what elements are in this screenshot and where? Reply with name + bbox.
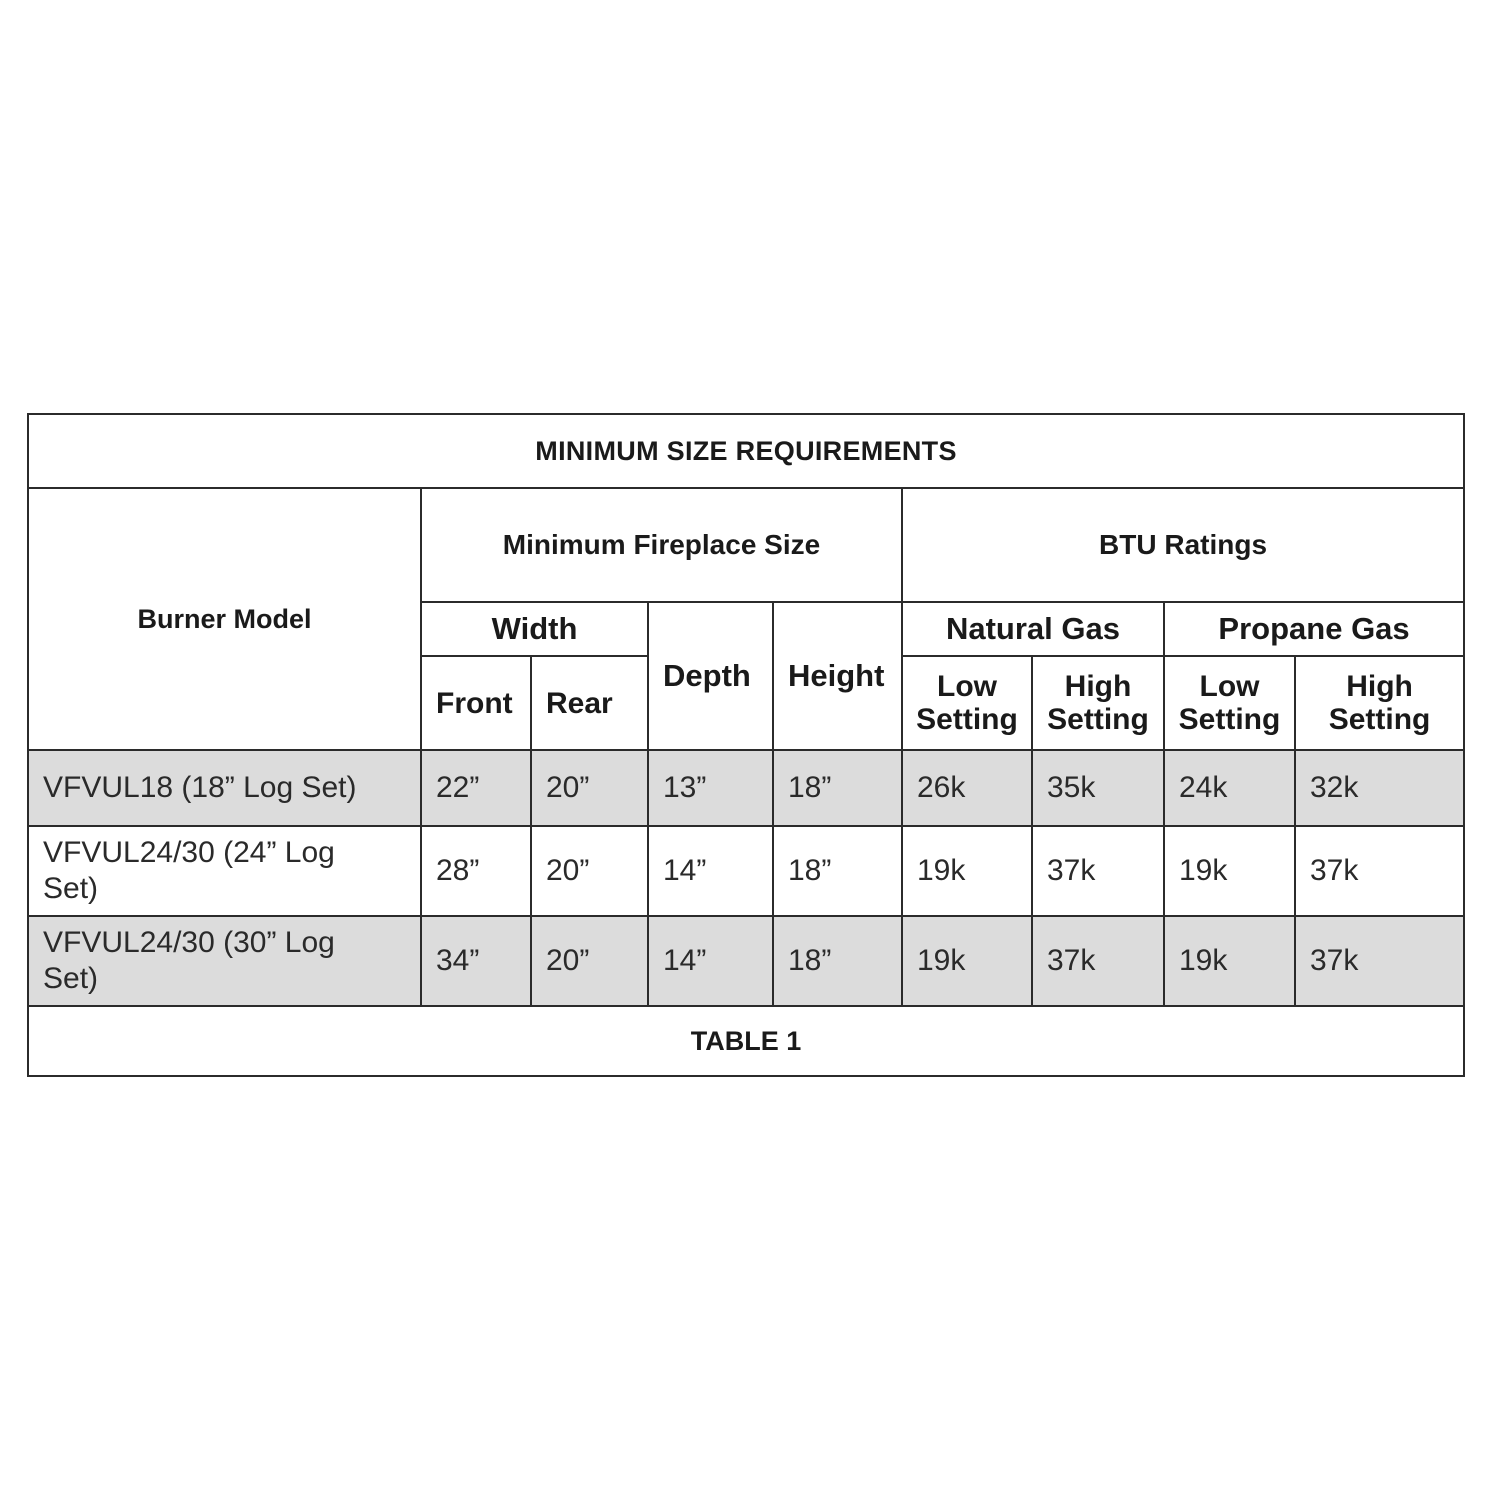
table-title: MINIMUM SIZE REQUIREMENTS [28, 414, 1464, 488]
propane-gas-high-cell: 37k [1295, 916, 1464, 1006]
btu-ratings-header: BTU Ratings [902, 488, 1464, 602]
natural-gas-low-cell: 19k [902, 826, 1032, 916]
burner-model-cell [28, 826, 421, 916]
propane-gas-low-cell: 19k [1164, 916, 1295, 1006]
setting-label: Setting [1328, 703, 1431, 736]
natural-gas-high-cell: 37k [1032, 826, 1164, 916]
depth-header: Depth [648, 602, 773, 750]
propane-gas-high-header [1295, 656, 1464, 750]
table-row [28, 826, 1464, 916]
low-label: Low [937, 670, 997, 703]
low-label: Low [1199, 670, 1260, 703]
high-label: High [1064, 670, 1132, 703]
rear-width-cell: 20” [531, 750, 648, 826]
height-cell: 18” [773, 750, 902, 826]
rear-width-cell: 20” [531, 916, 648, 1006]
propane-gas-low-cell: 19k [1164, 826, 1295, 916]
natural-gas-low-header [902, 656, 1032, 750]
propane-gas-low-cell: 24k [1164, 750, 1295, 826]
propane-gas-low-header [1164, 656, 1295, 750]
size-requirements-table [27, 413, 1465, 1077]
natural-gas-low-cell: 26k [902, 750, 1032, 826]
width-header: Width [421, 602, 648, 656]
min-fireplace-size-header: Minimum Fireplace Size [421, 488, 902, 602]
front-header: Front [421, 656, 531, 750]
front-width-cell: 22” [421, 750, 531, 826]
setting-label: Setting [916, 703, 1018, 736]
model-text: VFVUL18 (18” Log Set) [43, 771, 357, 804]
front-width-cell: 28” [421, 826, 531, 916]
propane-gas-high-cell: 32k [1295, 750, 1464, 826]
depth-cell: 13” [648, 750, 773, 826]
depth-cell: 14” [648, 916, 773, 1006]
depth-cell: 14” [648, 826, 773, 916]
propane-gas-header: Propane Gas [1164, 602, 1464, 656]
burner-model-cell [28, 916, 421, 1006]
burner-model-cell [28, 750, 421, 826]
setting-label: Setting [1047, 703, 1149, 736]
burner-model-header: Burner Model [28, 488, 421, 750]
natural-gas-low-cell: 19k [902, 916, 1032, 1006]
natural-gas-high-cell: 35k [1032, 750, 1164, 826]
height-cell: 18” [773, 916, 902, 1006]
front-width-cell: 34” [421, 916, 531, 1006]
natural-gas-header: Natural Gas [902, 602, 1164, 656]
model-text: VFVUL24/30 (24” Log [43, 836, 335, 869]
model-text-continued: Set) [43, 962, 99, 995]
height-cell: 18” [773, 826, 902, 916]
model-text-continued: Set) [43, 872, 99, 905]
rear-width-cell: 20” [531, 826, 648, 916]
setting-label: Setting [1178, 703, 1281, 736]
natural-gas-high-header [1032, 656, 1164, 750]
propane-gas-high-cell: 37k [1295, 826, 1464, 916]
rear-header: Rear [531, 656, 648, 750]
table-row [28, 750, 1464, 826]
high-label: High [1346, 670, 1413, 703]
model-text: VFVUL24/30 (30” Log [43, 926, 335, 959]
table-caption: TABLE 1 [28, 1006, 1464, 1076]
natural-gas-high-cell: 37k [1032, 916, 1164, 1006]
height-header: Height [773, 602, 902, 750]
table-row [28, 916, 1464, 1006]
